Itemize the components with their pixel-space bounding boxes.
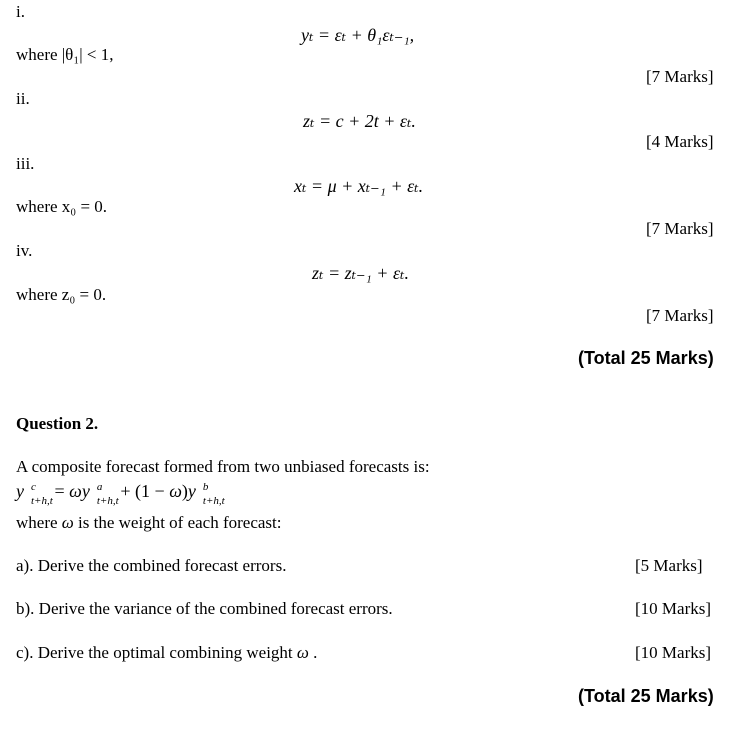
part-iv-label: iv.: [16, 241, 33, 260]
part-iii-marks: [7 Marks]: [646, 219, 714, 238]
part-ii-equation: zₜ = c + 2t + εₜ.: [303, 111, 416, 131]
formula-lhs-indices: c t+h,t: [31, 481, 53, 507]
formula-lhs-var: y: [16, 481, 24, 501]
item-a-marks: [5 Marks]: [635, 556, 703, 575]
weight-where: where: [16, 513, 58, 532]
part-iii-condition: where x₀ = 0.: [16, 197, 108, 216]
part-ii-label: ii.: [16, 89, 30, 108]
item-a-label: a). Derive the combined forecast errors.: [16, 556, 287, 575]
part-iii-label: iii.: [16, 154, 35, 173]
item-c-end: .: [308, 643, 318, 662]
part-i-equation: yₜ = εₜ + θ₁εₜ₋₁,: [301, 25, 415, 45]
composite-formula: [16, 480, 225, 507]
weight-description: is the weight of each forecast:: [78, 513, 282, 532]
part-ii-marks: [4 Marks]: [646, 132, 714, 151]
item-c-omega: ω: [296, 643, 309, 662]
weight-omega: ω: [61, 513, 74, 532]
formula-b-indices: b t+h,t: [202, 481, 225, 507]
weight-definition: [16, 513, 282, 533]
part-iv-marks: [7 Marks]: [646, 306, 714, 325]
item-c-row: [16, 643, 317, 663]
part-iii-equation: xₜ = μ + xₜ₋₁ + εₜ.: [294, 176, 424, 196]
item-c-label: c). Derive the optimal combining weight: [16, 643, 293, 662]
formula-b-var: y: [187, 481, 196, 501]
formula-a-var: y: [81, 481, 90, 501]
item-c-marks: [10 Marks]: [635, 643, 712, 662]
formula-plus: +: [120, 481, 131, 501]
question2-heading: Question 2.: [16, 414, 99, 433]
part-iv-equation: zₜ = zₜ₋₁ + εₜ.: [312, 263, 409, 283]
question2-total: (Total 25 Marks): [578, 686, 714, 706]
question2-intro: A composite forecast formed from two unbiased forecasts is:: [16, 457, 430, 476]
formula-equals: =: [54, 481, 65, 501]
item-b-label: b). Derive the variance of the combined forecast errors.: [16, 599, 393, 618]
part-iv-condition: where z₀ = 0.: [16, 285, 107, 304]
part-i-label: i.: [16, 2, 25, 21]
part-i-condition: where |θ₁| < 1,: [16, 45, 114, 64]
item-b-marks: [10 Marks]: [635, 599, 712, 618]
formula-a-indices: a t+h,t: [96, 481, 119, 507]
formula-paren-close: ): [181, 481, 188, 501]
formula-omega-2: ω: [169, 481, 182, 501]
question1-total: (Total 25 Marks): [578, 348, 714, 368]
part-i-marks: [7 Marks]: [646, 67, 714, 86]
formula-omega: ω: [69, 481, 82, 501]
formula-one-minus: 1 −: [141, 481, 170, 501]
formula-paren-open: (: [135, 481, 142, 501]
